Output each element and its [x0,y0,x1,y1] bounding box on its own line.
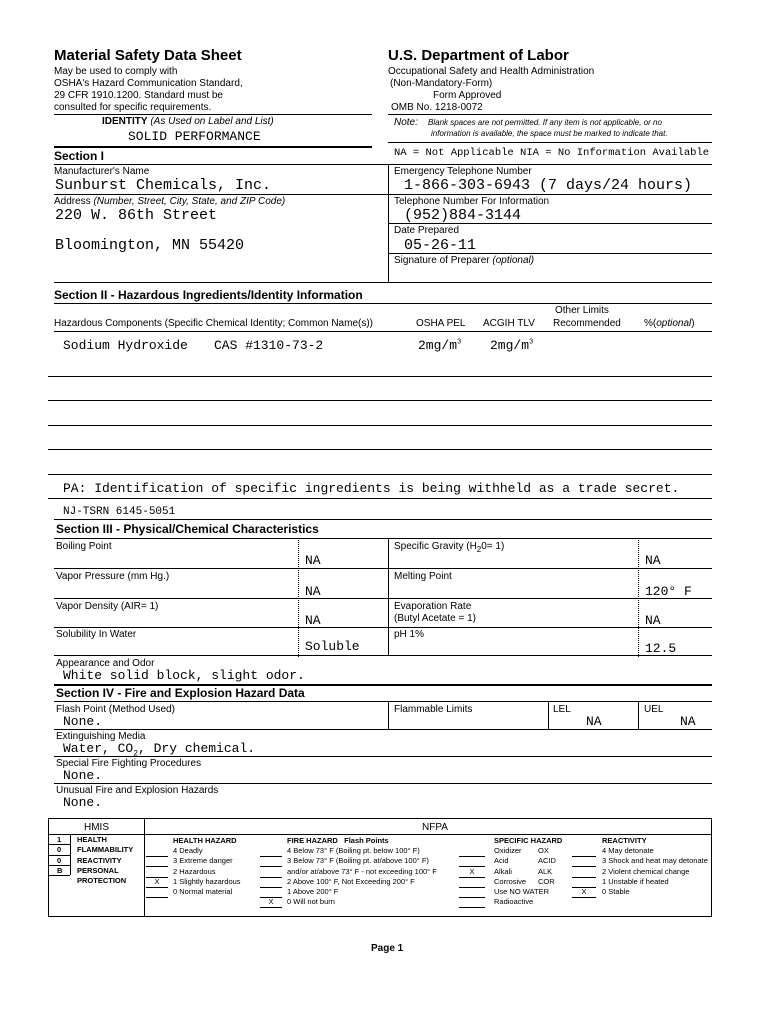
signature-label: Signature of Preparer (optional) [394,255,535,266]
flammable-limits-label: Flammable Limits [394,704,473,715]
ingredient-acgih-tlv[interactable]: $2mg/m^3$ [490,338,534,353]
special-procedures-label: Special Fire Fighting Procedures [56,758,202,769]
manufacturer-label: Manufacturer's Name [54,166,150,177]
compliance-line-4: consulted for specific requirements. [54,102,212,113]
evaporation-rate-value[interactable]: NA [645,613,661,628]
boiling-point-value[interactable]: NA [305,553,321,568]
identity-label: IDENTITY (As Used on Label and List) [102,116,274,127]
section-3-heading: Section III - Physical/Chemical Characteristics [56,522,319,536]
boiling-point-label: Boiling Point [56,541,112,552]
special-procedures-value[interactable]: None. [63,768,103,783]
col-other-limits-2: Recommended [553,318,621,329]
page-number: Page 1 [371,943,404,954]
nfpa-specific-marks[interactable]: X [469,866,475,876]
col-percent: %(optional) [644,318,695,329]
flash-point-label: Flash Point (Method Used) [56,704,175,715]
na-legend: NA = Not Applicable NIA = No Information Available [394,147,710,159]
flash-point-value[interactable]: None. [63,714,103,729]
nfpa-specific-names: Oxidizer Acid Alkali Corrosive Use NO WATER Radioactive [494,846,550,907]
extinguishing-media-label: Extinguishing Media [56,731,146,742]
section-4-heading: Section IV - Fire and Explosion Hazard Data [56,686,305,700]
uel-value[interactable]: NA [680,714,696,729]
nfpa-reactivity-marks[interactable]: X [581,887,587,897]
specific-gravity-label: Specific Gravity $(H_20= 1)$ [394,541,505,554]
appearance-value[interactable]: White solid block, slight odor. [63,668,305,683]
ingredient-osha-pel[interactable]: $2mg/m^3$ [418,338,462,353]
emergency-phone-label: Emergency Telephone Number [394,166,532,177]
info-phone-label: Telephone Number For Information [394,196,550,207]
vapor-density-label: Vapor Density (AIR= 1) [56,601,159,612]
note-text-1: Blank spaces are not permitted. If any item is not applicable, or no [428,118,662,127]
evaporation-rate-label: Evaporation Rate [394,601,472,612]
specific-gravity-value[interactable]: NA [645,553,661,568]
nfpa-health-marks[interactable]: X [154,876,160,886]
hmis-health-label: HEALTH [77,835,107,844]
nfpa-reactivity-title: REACTIVITY [602,836,647,845]
nfpa-fire-items: 4 Below 73° F (Boiling pt. below 100° F) 3 Below 73° F (Boiling pt. at/above 100° F) and/or at/above 73° F - not exceeding 100° F 2 Above 100° F, Not Exceeding 200° F 1 Above 200° F 0 Will not burn [287,846,437,907]
appearance-label: Appearance and Odor [56,658,155,669]
agency-title: U.S. Department of Labor [388,47,569,64]
hmis-flammability-value: 0 [57,845,62,855]
identity-value[interactable]: SOLID PERFORMANCE [128,129,261,144]
nfpa-title: NFPA [422,822,448,833]
col-other-limits-1: Other Limits [555,305,609,316]
ingredient-cas[interactable]: CAS #1310-73-2 [214,338,324,353]
compliance-line-1: May be used to comply with [54,66,178,77]
col-acgih-tlv: ACGIH TLV [483,318,535,329]
unusual-hazards-value[interactable]: None. [63,795,103,810]
solubility-label: Solubility In Water [56,629,137,640]
hmis-health-value: 1 [57,835,62,844]
vapor-pressure-value[interactable]: NA [305,584,321,599]
extinguishing-media-value[interactable]: Water, $CO_2$, Dry chemical. [63,741,256,759]
info-phone-value[interactable]: (952)884-3144 [404,207,522,224]
nfpa-health-title: HEALTH HAZARD [173,836,237,845]
agency-line-2: (Non-Mandatory-Form) [390,78,493,89]
nfpa-fire-marks[interactable]: X [268,897,274,907]
date-prepared-label: Date Prepared [394,225,460,236]
nfpa-specific-title: SPECIFIC HAZARD [494,836,563,845]
section-1-heading: Section I [54,149,105,163]
uel-label: UEL [644,704,664,715]
tsrn-number[interactable]: NJ-TSRN 6145-5051 [63,506,176,518]
emergency-phone-value[interactable]: 1-866-303-6943 (7 days/24 hours) [404,177,693,194]
note-label: Note: [394,117,418,128]
vapor-density-value[interactable]: NA [305,613,321,628]
hmis-reactivity-value: 0 [57,855,62,865]
hmis-flammability-label: FLAMMABILITY [77,845,134,855]
agency-line-4: OMB No. 1218-0072 [391,102,483,113]
melting-point-value[interactable]: 120° F [645,584,692,599]
lel-label: LEL [553,704,571,715]
hmis-personal-label: PERSONAL [77,865,119,875]
section-2-heading: Section II - Hazardous Ingredients/Identity Information [54,288,363,302]
address-line-2[interactable]: Bloomington, MN 55420 [55,237,245,254]
form-title: Material Safety Data Sheet [54,47,242,64]
trade-secret-note[interactable]: PA: Identification of specific ingredients is being withheld as a trade secret. [63,481,680,496]
melting-point-label: Melting Point [394,571,452,582]
col-osha-pel: OSHA PEL [416,318,466,329]
evaporation-rate-label-2: (Butyl Acetate = 1) [394,613,476,624]
manufacturer-value[interactable]: Sunburst Chemicals, Inc. [55,177,272,194]
date-prepared-value[interactable]: 05-26-11 [404,237,477,254]
note-text-2: information is available, the space must be marked to indicate that. [431,129,668,138]
nfpa-fire-title: FIRE HAZARD Flash Points [287,836,389,845]
solubility-value[interactable]: Soluble [305,639,360,654]
hmis-reactivity-label: REACTIVITY [77,855,122,865]
unusual-hazards-label: Unusual Fire and Explosion Hazards [56,785,219,796]
address-line-1[interactable]: 220 W. 86th Street [55,207,218,224]
nfpa-health-items: 4 Deadly 3 Extreme danger 2 Hazardous 1 Slightly hazardous 0 Normal material [173,846,241,897]
nfpa-reactivity-items: 4 May detonate 3 Shock and heat may detonate 2 Violent chemical change 1 Unstable if heated 0 Stable [602,846,708,897]
hmis-personal-value: B [57,865,63,875]
nfpa-specific-codes: OX ACID ALK COR [538,846,556,886]
agency-line-3: Form Approved [433,90,502,101]
ph-label: pH 1% [394,629,425,640]
vapor-pressure-label: Vapor Pressure (mm Hg.) [56,571,170,582]
col-hazardous-components: Hazardous Components (Specific Chemical Identity; Common Name(s)) [54,318,374,329]
compliance-line-3: 29 CFR 1910.1200. Standard must be [54,90,223,101]
hmis-title: HMIS [84,822,109,833]
lel-value[interactable]: NA [586,714,602,729]
ph-value[interactable]: 12.5 [645,641,677,656]
compliance-line-2: OSHA's Hazard Communication Standard, [54,78,243,89]
agency-line-1: Occupational Safety and Health Administration [388,66,595,77]
ingredient-name[interactable]: Sodium Hydroxide [63,338,188,353]
address-label: Address (Number, Street, City, State, and ZIP Code) [54,196,286,207]
hmis-protection-label: PROTECTION [77,876,127,886]
